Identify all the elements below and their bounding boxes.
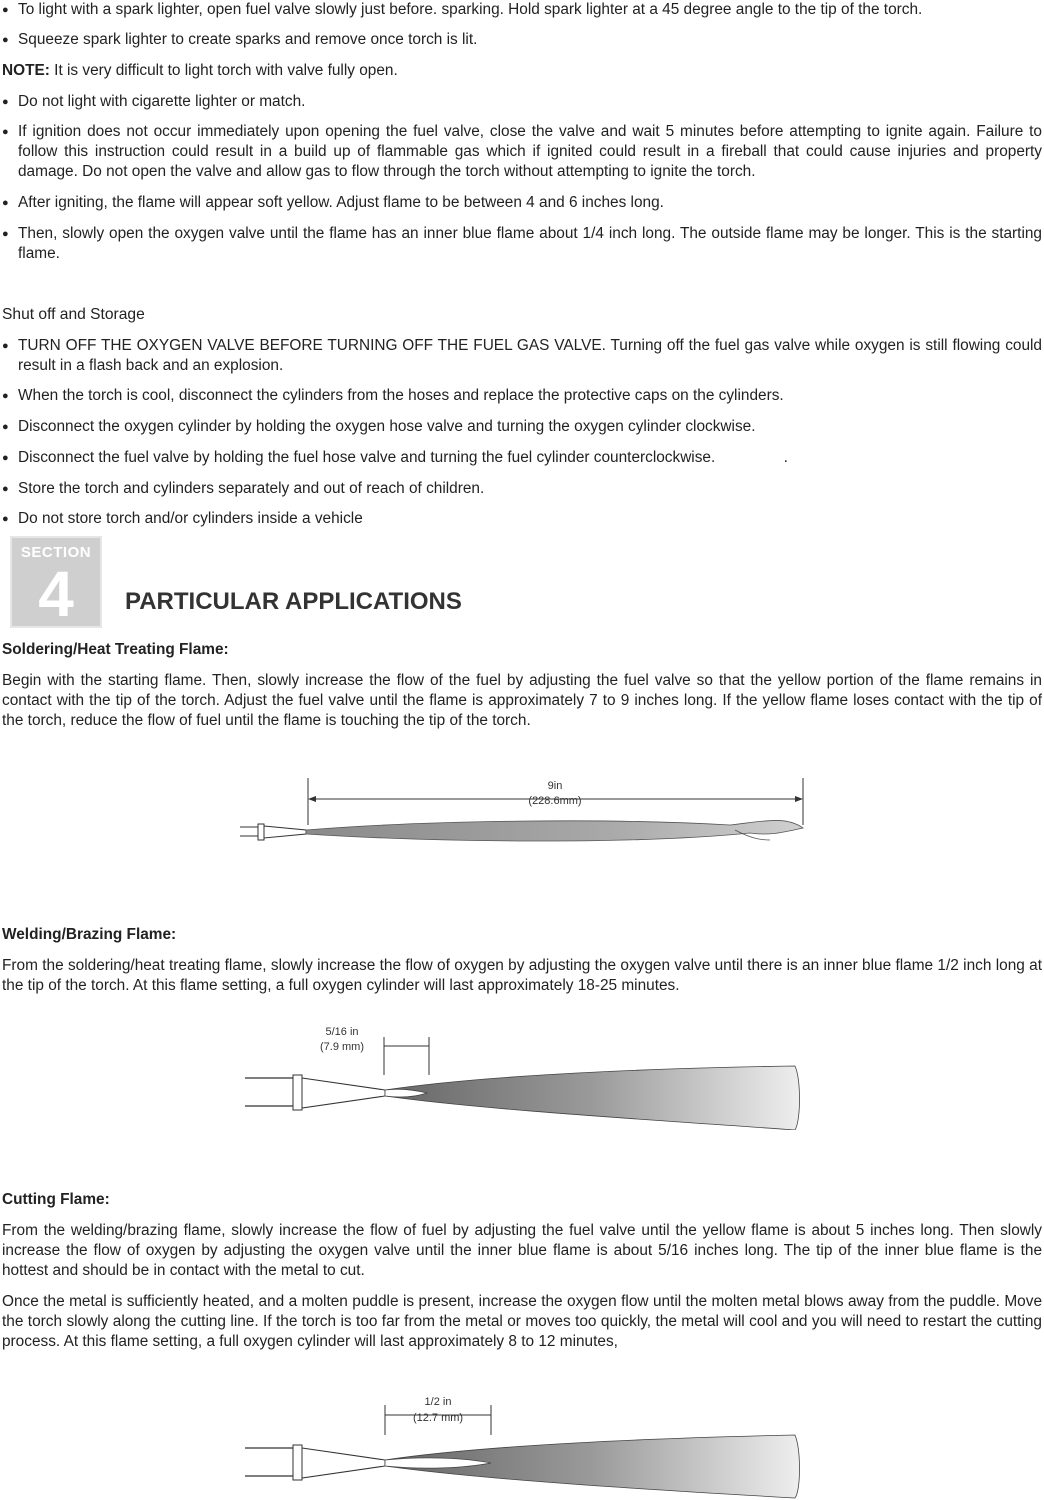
- shutoff-bullet: ● Disconnect the oxygen cylinder by holding the oxygen hose valve and turning the oxygen cylinder clockwise.: [2, 417, 1042, 437]
- shutoff-bullet: ● Disconnect the fuel valve by holding the fuel hose valve and turning the fuel cylinder counterclockwise. .: [2, 448, 1042, 468]
- torch-tip: [264, 826, 306, 838]
- flame: [306, 820, 803, 841]
- soldering-flame-diagram: [230, 770, 820, 860]
- outer-flame: [385, 1066, 800, 1130]
- dim-arrow: [308, 796, 316, 802]
- instruction-bullet: ● To light with a spark lighter, open fuel valve slowly just before. sparking. Hold spark lighter at a 45 degree angle to the tip of the torch.: [2, 0, 1042, 20]
- soldering-text: Begin with the starting flame. Then, slowly increase the flow of the fuel by adjusting the fuel valve so that the yellow portion of the flame remains in contact with the tip of the torch. Adjust the fuel valve until the flame is approximately 7 to 9 inches long. If the yellow flame loses contact with the tip of the torch, reduce the flow of fuel until the flame is touching the tip of the torch.: [2, 672, 1042, 729]
- dim-mm: (7.9 mm): [320, 1041, 364, 1053]
- welding-flame-diagram: [235, 1020, 805, 1130]
- note-text: It is very difficult to light torch with valve fully open.: [49, 62, 398, 79]
- dim-inches: 9in: [547, 780, 563, 792]
- instruction-bullet: ● Do not light with cigarette lighter or match.: [2, 92, 1042, 112]
- torch-nozzle: [258, 824, 264, 840]
- instruction-bullet: ● Squeeze spark lighter to create sparks and remove once torch is lit.: [2, 30, 1042, 50]
- torch-tip: [302, 1448, 385, 1478]
- section-title: PARTICULAR APPLICATIONS: [125, 588, 462, 615]
- shutoff-bullet: ● TURN OFF THE OXYGEN VALVE BEFORE TURNING OFF THE FUEL GAS VALVE. Turning off the fuel gas valve while oxygen is still flowing could result in a flash back and an explosion.: [2, 336, 1042, 376]
- welding-text: From the soldering/heat treating flame, slowly increase the flow of oxygen by adjusting the oxygen valve until there is an inner blue flame 1/2 inch long at the tip of the torch. At this flame setting, a full oxygen cylinder will last approximately 18-25 minutes.: [2, 957, 1042, 994]
- instruction-bullet: ● After igniting, the flame will appear soft yellow. Adjust flame to be between 4 and 6 inches long.: [2, 193, 1042, 213]
- shutoff-bullet: ● Store the torch and cylinders separately and out of reach of children.: [2, 479, 1042, 499]
- cutting-heading: Cutting Flame:: [2, 1191, 110, 1208]
- torch-tip: [302, 1078, 385, 1108]
- dim-mm: (228.6mm): [528, 795, 582, 807]
- note-label: NOTE:: [2, 62, 50, 79]
- shutoff-bullet: ● Do not store torch and/or cylinders inside a vehicle: [2, 509, 1042, 529]
- cutting-text-1: From the welding/brazing flame, slowly increase the flow of fuel by adjusting the fuel valve until the yellow flame is about 5 inches long. Then slowly increase the flow of oxygen by adjusting the oxygen valve until the inner blue flame is about 5/16 inches long. The tip of the inner blue flame is the hottest and should be in contact with the metal to cut.: [2, 1222, 1042, 1279]
- shutoff-heading: Shut off and Storage: [2, 306, 145, 323]
- dim-inches: 5/16 in: [325, 1026, 359, 1038]
- dim-arrow: [795, 796, 803, 802]
- instruction-bullet: ● If ignition does not occur immediately upon opening the fuel valve, close the valve and wait 5 minutes before attempting to ignite again. Failure to follow this instruction could result in a build up of flammable gas which if ignited could result in a fireball that could cause injuries and property damage. Do not open the valve and allow gas to flow through the torch without attempting to ignite the torch.: [2, 122, 1042, 182]
- torch-nozzle: [293, 1075, 302, 1110]
- note-line: [2, 61, 1042, 81]
- welding-heading: Welding/Brazing Flame:: [2, 926, 177, 943]
- torch-nozzle: [293, 1445, 302, 1480]
- section-badge: [10, 536, 102, 628]
- dim-inches: 1/2 in: [424, 1396, 452, 1408]
- cutting-flame-diagram: [235, 1390, 805, 1500]
- section-label: SECTION: [20, 544, 92, 561]
- shutoff-bullet: ● When the torch is cool, disconnect the cylinders from the hoses and replace the protective caps on the cylinders.: [2, 386, 1042, 406]
- instruction-bullet: ● Then, slowly open the oxygen valve until the flame has an inner blue flame about 1/4 inch long. The outside flame may be longer. This is the starting flame.: [2, 224, 1042, 264]
- cutting-text-2: Once the metal is sufficiently heated, and a molten puddle is present, increase the oxygen flow until the molten metal blows away from the puddle. Move the torch slowly along the cutting line. If the torch is too far from the metal or moves too quickly, the metal will cool and you will need to restart the cutting process. At this flame setting, a full oxygen cylinder will last approximately 8 to 12 minutes,: [2, 1293, 1042, 1350]
- dim-mm: (12.7 mm): [412, 1412, 464, 1424]
- soldering-heading: Soldering/Heat Treating Flame:: [2, 641, 229, 658]
- section-number: 4: [38, 558, 74, 630]
